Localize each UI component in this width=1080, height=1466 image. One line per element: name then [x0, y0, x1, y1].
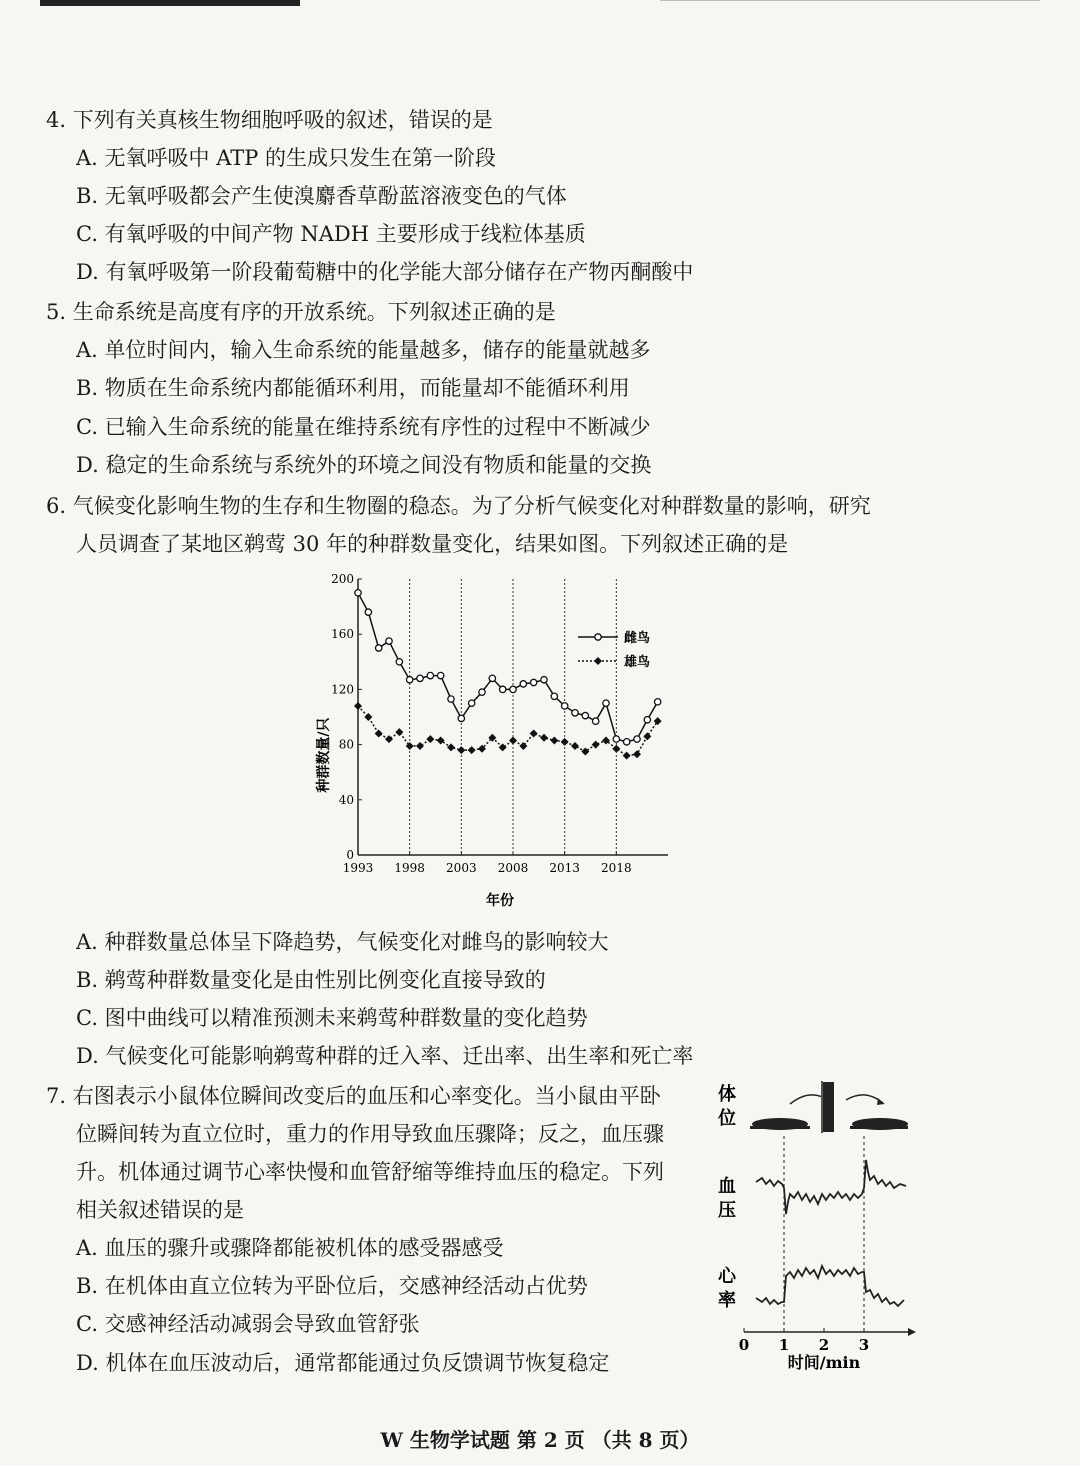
- female-data-point: [654, 699, 660, 705]
- legend-label: 雌鸟: [624, 631, 651, 646]
- chart-x-label: 年份: [486, 893, 514, 909]
- q6-option-c: C. 图中曲线可以精准预测未来鹈莺种群数量的变化趋势: [76, 1006, 588, 1030]
- bp-label-1: 血: [718, 1176, 736, 1197]
- female-data-point: [417, 675, 423, 681]
- male-data-point: [623, 752, 631, 760]
- y-tick-label: 120: [331, 682, 354, 697]
- q4-stem: 4. 下列有关真核生物细胞呼吸的叙述，错误的是: [46, 108, 493, 132]
- female-data-point: [592, 718, 598, 724]
- male-data-point: [540, 734, 548, 742]
- female-data-point: [499, 686, 505, 692]
- female-data-point: [365, 609, 371, 615]
- legend-label: 雄鸟: [624, 655, 651, 670]
- male-data-point: [550, 736, 558, 744]
- female-data-point: [479, 689, 485, 695]
- bp-label-2: 压: [718, 1200, 736, 1221]
- x-tick-label: 2008: [497, 861, 529, 875]
- female-data-point: [458, 715, 464, 721]
- q6-option-a: A. 种群数量总体呈下降趋势，气候变化对雌鸟的影响较大: [76, 930, 609, 954]
- male-data-point: [468, 746, 476, 754]
- female-data-point: [634, 736, 640, 742]
- female-data-point: [603, 700, 609, 706]
- female-data-point: [427, 672, 433, 678]
- male-data-point: [416, 742, 424, 750]
- series-line-female: [358, 593, 658, 742]
- female-data-point: [355, 590, 361, 596]
- x-tick-label: 2003: [446, 861, 477, 875]
- male-data-point: [561, 738, 569, 746]
- female-data-point: [623, 739, 629, 745]
- male-data-point: [375, 730, 383, 738]
- male-data-point: [571, 742, 579, 750]
- y-tick-label: 200: [331, 572, 354, 586]
- population-chart: [300, 565, 680, 919]
- chart-y-label: 种群数量/只: [316, 717, 332, 793]
- q7-option-a: A. 血压的骤升或骤降都能被机体的感受器感受: [76, 1236, 504, 1260]
- mouse-lying-icon: [750, 1118, 810, 1130]
- male-data-point: [530, 730, 538, 738]
- q7-option-c: C. 交感神经活动减弱会导致血管舒张: [76, 1312, 420, 1336]
- male-data-point: [592, 741, 600, 749]
- q4-option-a: A. 无氧呼吸中 ATP 的生成只发生在第一阶段: [76, 146, 497, 170]
- x-tick-label: 2018: [601, 861, 632, 875]
- y-tick-label: 160: [331, 627, 354, 642]
- female-data-point: [520, 681, 526, 687]
- male-data-point: [581, 748, 589, 756]
- male-data-point: [426, 735, 434, 743]
- population-line-chart: [300, 565, 680, 915]
- mouse-upright-icon: [821, 1081, 834, 1133]
- male-data-point: [354, 702, 362, 710]
- q5-option-c: C. 已输入生命系统的能量在维持系统有序性的过程中不断减少: [76, 415, 651, 439]
- male-data-point: [364, 713, 372, 721]
- q6-option-b: B. 鹈莺种群数量变化是由性别比例变化直接导致的: [76, 968, 546, 992]
- male-data-point: [633, 750, 641, 758]
- q5-stem: 5. 生命系统是高度有序的开放系统。下列叙述正确的是: [46, 300, 556, 324]
- time-tick-1: 1: [778, 1336, 790, 1354]
- male-data-point: [385, 735, 393, 743]
- male-data-point: [519, 742, 527, 750]
- y-tick-label: 0: [346, 848, 354, 862]
- y-tick-label: 40: [338, 792, 354, 807]
- time-axis-label: 时间/min: [787, 1353, 861, 1372]
- female-data-point: [572, 710, 578, 716]
- female-data-point: [510, 686, 516, 692]
- female-data-point: [448, 696, 454, 702]
- time-tick-3: 3: [858, 1336, 870, 1354]
- female-data-point: [644, 717, 650, 723]
- male-data-point: [612, 745, 620, 753]
- time-tick-0: 0: [738, 1336, 750, 1354]
- blood-pressure-heart-rate-figure: [700, 1076, 920, 1376]
- legend-marker-circle: [595, 634, 601, 640]
- q5-option-b: B. 物质在生命系统内都能循环利用，而能量却不能循环利用: [76, 376, 630, 400]
- q6-option-d: D. 气候变化可能影响鹈莺种群的迁入率、迁出率、出生率和死亡率: [76, 1044, 694, 1068]
- hr-label-1: 心: [718, 1266, 736, 1287]
- series-line-male: [358, 706, 658, 756]
- hr-label-2: 率: [718, 1290, 736, 1311]
- heart-rate-trace: [756, 1266, 904, 1306]
- time-axis-arrow-icon: [908, 1328, 916, 1336]
- q7-stem-line2: 位瞬间转为直立位时，重力的作用导致血压骤降；反之，血压骤: [76, 1122, 664, 1146]
- female-data-point: [468, 700, 474, 706]
- female-data-point: [386, 638, 392, 644]
- female-data-point: [406, 677, 412, 683]
- blood-pressure-trace: [756, 1160, 906, 1214]
- q7-option-b: B. 在机体由直立位转为平卧位后，交感神经活动占优势: [76, 1274, 588, 1298]
- q7-stem-line3: 升。机体通过调节心率快慢和血管舒缩等维持血压的稳定。下列: [76, 1160, 664, 1184]
- male-data-point: [395, 728, 403, 736]
- q7-stem-line1: 7. 右图表示小鼠体位瞬间改变后的血压和心率变化。当小鼠由平卧: [46, 1084, 661, 1108]
- q7-stem-line4: 相关叙述错误的是: [76, 1198, 244, 1222]
- scan-top-line: [660, 0, 1040, 1]
- arrowhead-icon: [877, 1098, 884, 1105]
- posture-label-1: 体: [718, 1084, 736, 1105]
- q6-stem-line1: 6. 气候变化影响生物的生存和生物圈的稳态。为了分析气候变化对种群数量的影响，研究: [46, 494, 871, 518]
- posture-label-2: 位: [718, 1108, 736, 1129]
- time-tick-2: 2: [818, 1336, 830, 1354]
- page-footer: W 生物学试题 第 2 页 （共 8 页）: [380, 1428, 700, 1452]
- male-data-point: [437, 736, 445, 744]
- female-data-point: [551, 693, 557, 699]
- q7-option-d: D. 机体在血压波动后，通常都能通过负反馈调节恢复稳定: [76, 1351, 610, 1375]
- female-data-point: [489, 675, 495, 681]
- q4-option-d: D. 有氧呼吸第一阶段葡萄糖中的化学能大部分储存在产物丙酮酸中: [76, 260, 694, 284]
- mouse-lying-icon-2: [850, 1118, 908, 1130]
- q5-option-d: D. 稳定的生命系统与系统外的环境之间没有物质和能量的交换: [76, 453, 652, 477]
- q4-option-b: B. 无氧呼吸都会产生使溴麝香草酚蓝溶液变色的气体: [76, 184, 567, 208]
- y-tick-label: 80: [338, 737, 354, 752]
- female-data-point: [396, 659, 402, 665]
- male-data-point: [499, 743, 507, 751]
- scan-top-mark: [40, 0, 300, 6]
- x-tick-label: 2013: [549, 861, 580, 875]
- female-data-point: [582, 712, 588, 718]
- female-data-point: [613, 736, 619, 742]
- q5-option-a: A. 单位时间内，输入生命系统的能量越多，储存的能量就越多: [76, 338, 651, 362]
- female-data-point: [437, 672, 443, 678]
- x-tick-label: 1998: [394, 861, 425, 875]
- female-data-point: [561, 703, 567, 709]
- female-data-point: [375, 645, 381, 651]
- x-tick-label: 1993: [342, 861, 374, 875]
- male-data-point: [447, 743, 455, 751]
- q4-option-c: C. 有氧呼吸的中间产物 NADH 主要形成于线粒体基质: [76, 222, 586, 246]
- female-data-point: [541, 677, 547, 683]
- male-data-point: [509, 736, 517, 744]
- female-data-point: [530, 679, 536, 685]
- male-data-point: [457, 746, 465, 754]
- legend-marker-diamond: [594, 657, 602, 665]
- q6-stem-line2: 人员调查了某地区鹈莺 30 年的种群数量变化，结果如图。下列叙述正确的是: [76, 532, 789, 556]
